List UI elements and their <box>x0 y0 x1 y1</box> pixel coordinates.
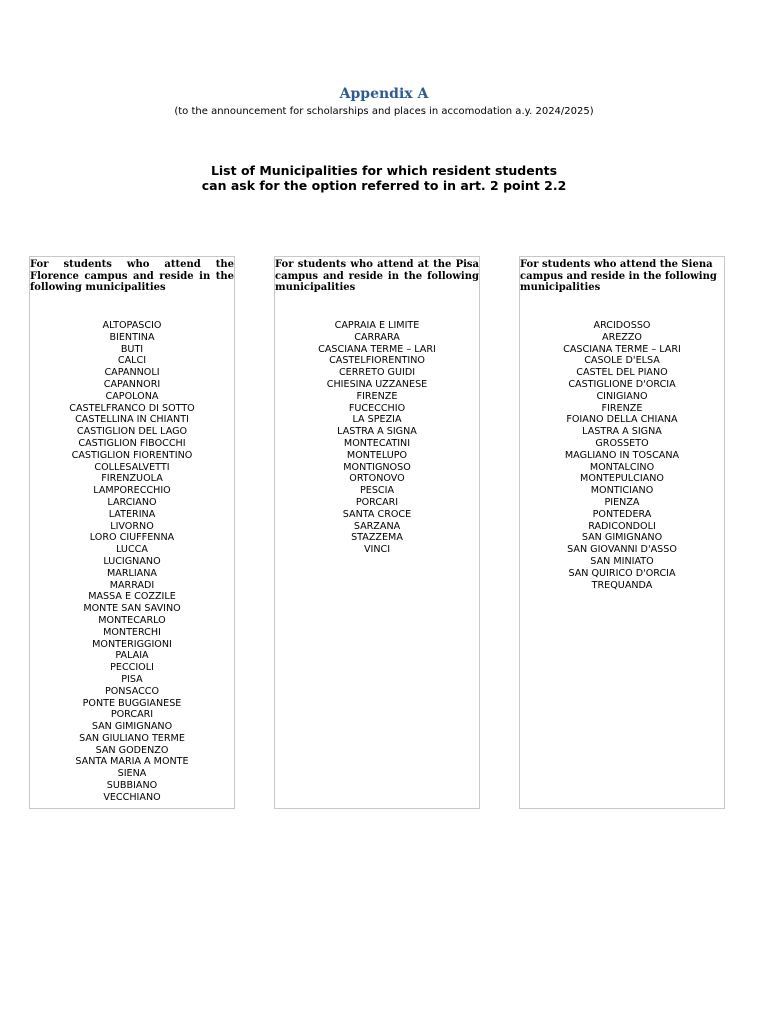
municipality-item: LATERINA <box>108 508 156 520</box>
municipality-item: CERRETO GUIDI <box>338 367 416 379</box>
municipality-item: PONTE BUGGIANESE <box>82 697 182 709</box>
municipality-item: LARCIANO <box>107 496 157 508</box>
municipality-item: MONTICIANO <box>590 485 654 497</box>
municipality-item: CASTELFIORENTINO <box>329 355 425 367</box>
pisa-campus-header: For students who attend at the Pisa campus and reside in the following municipalities <box>275 259 479 293</box>
municipality-item: LUCIGNANO <box>103 555 161 567</box>
siena-campus-column <box>519 256 725 809</box>
municipality-item: CINIGIANO <box>596 390 648 402</box>
municipality-item: LORO CIUFFENNA <box>89 532 175 544</box>
municipality-item: CASCIANA TERME – LARI <box>318 343 436 355</box>
municipality-item: SAN MINIATO <box>590 555 654 567</box>
municipality-item: PORCARI <box>110 709 154 721</box>
municipality-item: LIVORNO <box>110 520 154 532</box>
list-heading-line-1: List of Municipalities for which resident students <box>210 163 558 178</box>
pisa-municipality-list <box>275 320 479 556</box>
municipality-item: AREZZO <box>602 331 642 343</box>
municipality-item: PIENZA <box>604 496 640 508</box>
municipality-item: TREQUANDA <box>591 579 653 591</box>
municipality-item: LA SPEZIA <box>352 414 402 426</box>
municipality-item: SAN GIULIANO TERME <box>79 732 185 744</box>
municipality-item: SAN GODENZO <box>95 744 169 756</box>
municipality-item: MONTELUPO <box>346 449 408 461</box>
municipality-item: MARLIANA <box>107 567 157 579</box>
municipality-item: MARRADI <box>109 579 155 591</box>
municipality-item: CASTIGLIONE D'ORCIA <box>568 378 676 390</box>
municipality-item: CASTELFRANCO DI SOTTO <box>69 402 195 414</box>
municipality-item: CASTIGLION DEL LAGO <box>76 426 188 438</box>
municipality-item: CASTEL DEL PIANO <box>576 367 668 379</box>
municipality-item: LASTRA A SIGNA <box>337 426 417 438</box>
municipality-item: MONTECATINI <box>343 437 411 449</box>
municipality-item: COLLESALVETTI <box>94 461 170 473</box>
municipality-item: MONTALCINO <box>589 461 655 473</box>
municipality-item: VINCI <box>363 544 391 556</box>
municipality-item: FOIANO DELLA CHIANA <box>566 414 678 426</box>
municipality-item: MONTERIGGIONI <box>92 638 172 650</box>
municipality-item: FUCECCHIO <box>348 402 406 414</box>
municipality-item: BIENTINA <box>109 331 155 343</box>
municipality-item: ALTOPASCIO <box>102 320 162 331</box>
municipality-item: PONSACCO <box>104 685 160 697</box>
municipality-item: CASOLE D'ELSA <box>584 355 660 367</box>
municipality-item: FIRENZUOLA <box>101 473 163 485</box>
pisa-campus-column <box>274 256 480 809</box>
municipality-item: SAN QUIRICO D'ORCIA <box>568 567 676 579</box>
municipality-item: RADICONDOLI <box>588 520 656 532</box>
municipality-item: SUBBIANO <box>106 780 158 792</box>
florence-campus-header: For students who attend the Florence campus and reside in the following municipalities <box>30 259 234 293</box>
florence-campus-column <box>29 256 235 809</box>
municipality-item: SANTA CROCE <box>342 508 412 520</box>
municipality-item: FIRENZE <box>356 390 398 402</box>
municipality-item: PECCIOLI <box>110 662 154 674</box>
municipality-item: MONTIGNOSO <box>343 461 411 473</box>
municipality-item: CASTELLINA IN CHIANTI <box>75 414 189 426</box>
municipality-item: CALCI <box>117 355 147 367</box>
municipality-item: CAPRAIA E LIMITE <box>334 320 420 331</box>
municipality-item: PESCIA <box>359 485 395 497</box>
municipality-item: ORTONOVO <box>349 473 405 485</box>
municipality-item: MONTEPULCIANO <box>580 473 664 485</box>
municipality-item: SIENA <box>117 768 147 780</box>
list-heading <box>0 163 768 193</box>
municipality-item: PALAIA <box>115 650 149 662</box>
municipality-item: BUTI <box>120 343 144 355</box>
municipality-item: CASTIGLION FIBOCCHI <box>78 437 186 449</box>
municipality-item: PORCARI <box>355 496 399 508</box>
municipality-item: PONTEDERA <box>592 508 652 520</box>
municipality-item: CAPOLONA <box>105 390 159 402</box>
municipality-item: SARZANA <box>353 520 401 532</box>
municipality-item: CAPANNOLI <box>104 367 160 379</box>
municipality-item: GROSSETO <box>595 437 649 449</box>
siena-municipality-list <box>520 320 724 591</box>
municipality-item: MONTE SAN SAVINO <box>83 603 181 615</box>
list-heading-line-2: can ask for the option referred to in art. 2 point 2.2 <box>201 178 567 193</box>
municipality-item: LAMPORECCHIO <box>93 485 171 497</box>
municipality-item: SAN GIMIGNANO <box>91 721 173 733</box>
municipality-item: MONTECARLO <box>98 614 166 626</box>
municipality-item: MASSA E COZZILE <box>88 591 176 603</box>
municipality-item: LUCCA <box>116 544 148 556</box>
municipality-item: CHIESINA UZZANESE <box>326 378 428 390</box>
municipality-item: ARCIDOSSO <box>593 320 651 331</box>
municipality-item: SANTA MARIA A MONTE <box>75 756 189 768</box>
siena-campus-header: For students who attend the Siena campus and reside in the following municipalities <box>520 259 717 293</box>
florence-municipality-list <box>30 320 234 804</box>
municipality-item: MONTERCHI <box>103 626 161 638</box>
municipality-item: CASCIANA TERME – LARI <box>563 343 681 355</box>
appendix-title: Appendix A <box>339 86 429 102</box>
municipality-item: PISA <box>121 673 143 685</box>
municipality-item: STAZZEMA <box>351 532 403 544</box>
municipality-item: SAN GIOVANNI D'ASSO <box>567 544 677 556</box>
municipality-item: CASTIGLION FIORENTINO <box>71 449 193 461</box>
appendix-subtitle: (to the announcement for scholarships and places in accomodation a.y. 2024/2025) <box>174 106 594 117</box>
municipality-item: SAN GIMIGNANO <box>581 532 663 544</box>
municipality-item: CAPANNORI <box>103 378 161 390</box>
municipality-item: VECCHIANO <box>103 791 161 803</box>
municipality-item: LASTRA A SIGNA <box>582 426 662 438</box>
municipality-item: FIRENZE <box>601 402 643 414</box>
municipality-item: MAGLIANO IN TOSCANA <box>564 449 680 461</box>
municipality-item: CARRARA <box>354 331 400 343</box>
